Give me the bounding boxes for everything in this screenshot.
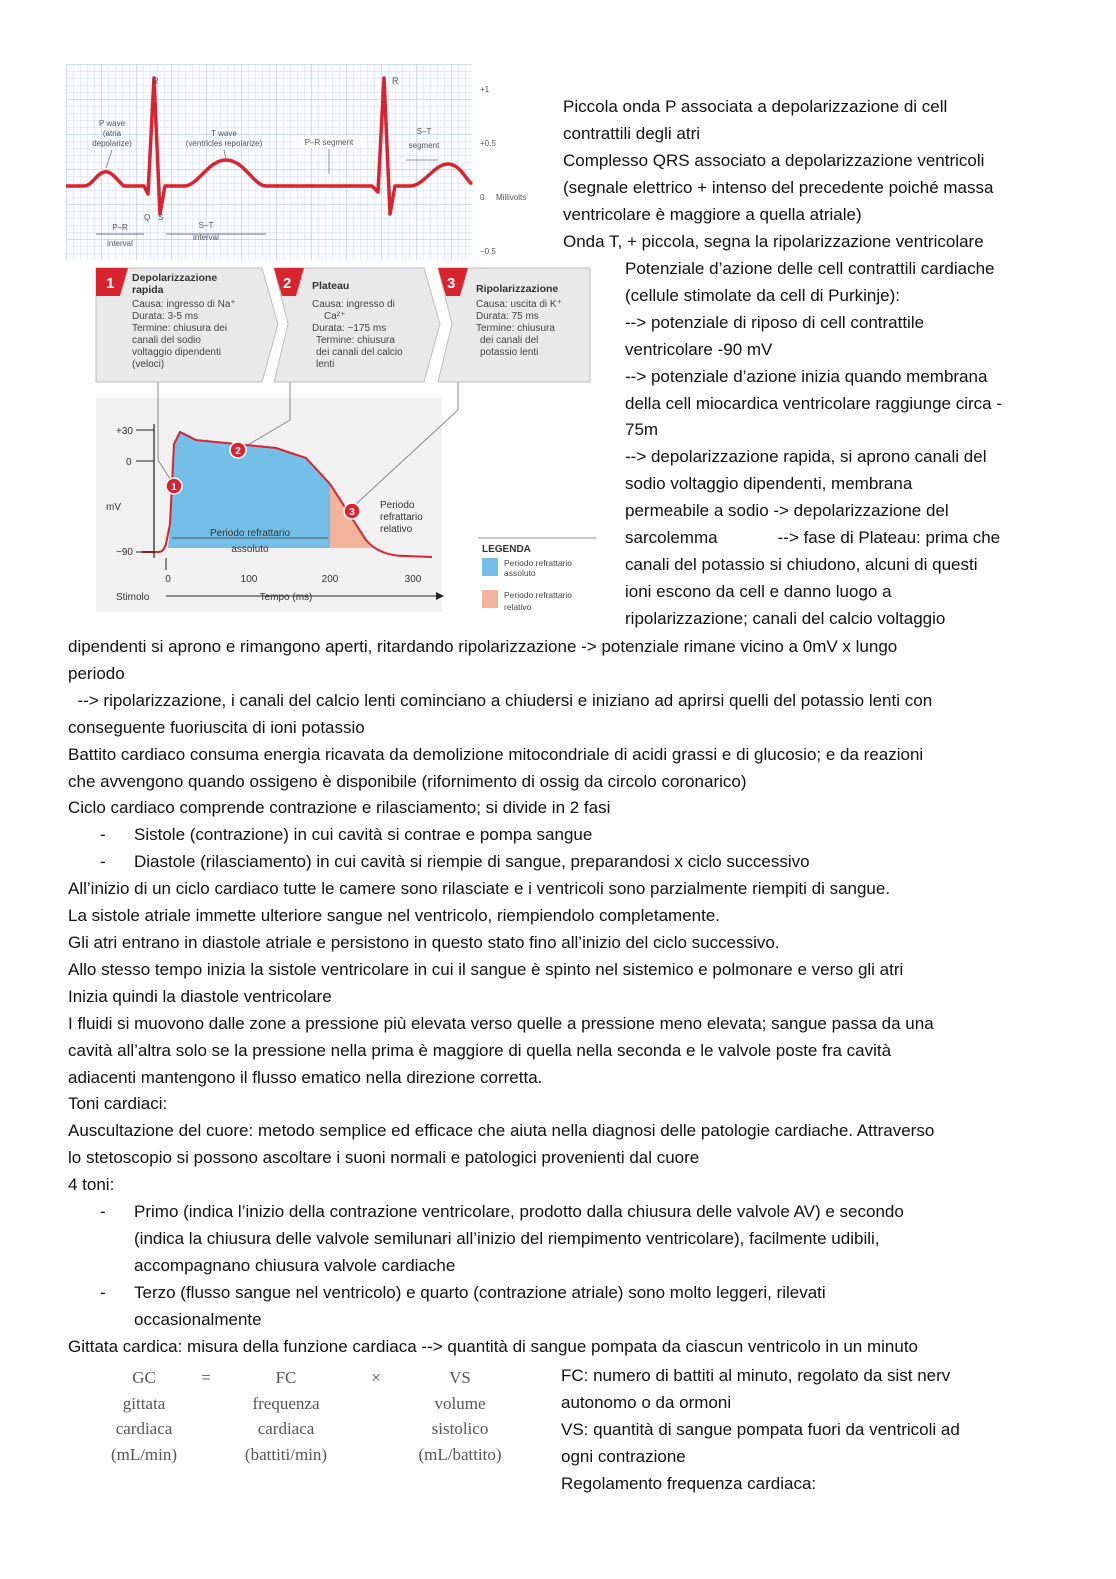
t-wave-line: (ventricles repolarize) (185, 139, 263, 148)
list-item-text: Primo (indica l’inizio della contrazione ventricolare, prodotto dalla chiusura delle valvole AV) e secondo (134, 1202, 904, 1222)
text-line: --> ripolarizzazione, i canali del calcio lenti cominciano a chiudersi e iniziano ad aprirsi quelli del potassio lenti con (68, 690, 933, 710)
list-item-text: accompagnano chiusura valvole cardiache (134, 1255, 456, 1275)
phase-title-line: Ripolarizzazione (476, 283, 559, 295)
ap-x-tick: 200 (321, 574, 339, 585)
ap-marker-label: 2 (235, 446, 241, 457)
t-wave-line: T wave (211, 129, 237, 138)
ecg-description (563, 94, 1063, 255)
text-line: La sistole atriale immette ulteriore sangue nel ventricolo, riempiendolo completamente. (68, 906, 721, 926)
text-line: Inizia quindi la diastole ventricolare (68, 986, 332, 1006)
formula-equals (196, 1365, 216, 1391)
ecg-scale (480, 85, 526, 256)
phase-detail-line: voltaggio dipendenti (132, 347, 221, 358)
text-line: VS: quantità di sangue pompata fuori da ventricoli ad (561, 1419, 960, 1439)
phase-box-1 (96, 268, 278, 382)
ap-x-tick: 100 (240, 574, 258, 585)
text-line: --> depolarizzazione rapida, si aprono canali del (625, 447, 987, 467)
phase-detail-line: Termine: chiusura (316, 335, 395, 346)
formula-term: gittata (122, 1393, 166, 1413)
text-line: FC: numero di battiti al minuto, regolato da sist nerv (561, 1366, 951, 1385)
list-item: - Diastole (rilasciamento) in cui cavità si riempie di sangue, preparandosi x ciclo successivo (100, 852, 810, 872)
text-line: della cell miocardica ventricolare raggiunge circa - (625, 393, 1003, 413)
phase-number: 3 (447, 275, 456, 292)
text-line: lo stetoscopio si possono ascoltare i suoni normali e patologici provenienti dal cuore (68, 1148, 700, 1168)
scale-tick: −0.5 (480, 247, 496, 256)
text-line: (segnale elettrico + intenso del precedente poiché massa (563, 177, 994, 197)
ap-stimolo-label: Stimolo (116, 592, 150, 603)
phase-detail-line: Durata: 75 ms (476, 311, 539, 322)
phase-detail-line: dei canali del calcio (316, 347, 403, 358)
text-line: Ciclo cardiaco comprende contrazione e rilasciamento; si divide in 2 fasi (68, 798, 611, 818)
text-line: contrattili degli atri (563, 123, 701, 143)
scale-tick: +1 (480, 85, 490, 94)
abs-period-line: assoluto (231, 544, 269, 555)
scale-tick: +0.5 (480, 139, 496, 148)
formula-operator: = (201, 1368, 211, 1387)
text-line: Complesso QRS associato a depolarizzazione ventricoli (563, 150, 985, 170)
plateau-phase-text: --> fase di Plateau: prima che (777, 528, 1001, 548)
text-line: Allo stesso tempo inizia la sistole ventricolare in cui il sangue è spinto nel sistemico e polmonare e verso gli atri (68, 959, 904, 979)
text-line: canali del potassio si chiudono, alcuni di questi (625, 554, 978, 574)
phase-detail-line: Durata: 3-5 ms (132, 311, 199, 322)
ap-marker-3 (344, 503, 360, 519)
formula-term: (mL/battito) (418, 1444, 502, 1464)
list-item: - Primo (indica l’inizio della contrazione ventricolare, prodotto dalla chiusura delle valvole AV) e secondo (indica la chiusura delle valvole semilunari all’inizio del riempimento ventricolare), facilmente udibili, accompagnano chiusura valvole cardiache (68, 1199, 1058, 1280)
phase-number: 1 (106, 275, 115, 292)
formula-vs (408, 1365, 512, 1467)
text-line: ripolarizzazione; canali del calcio voltaggio (625, 608, 946, 628)
p-wave-line: (atria (102, 129, 122, 138)
formula-term: (mL/min) (110, 1444, 178, 1464)
rel-period-line: relativo (380, 524, 413, 535)
text-line: --> potenziale di riposo di cell contrattile (625, 312, 925, 332)
list-item-text: Sistole (contrazione) in cui cavità si contrae e pompa sangue (134, 825, 593, 845)
p-wave-line: depolarize) (92, 139, 132, 148)
st-interval-line: S–T (198, 221, 214, 230)
legend-title: LEGENDA (482, 544, 531, 555)
formula-fc (234, 1365, 338, 1467)
phase-detail-line: (veloci) (132, 359, 165, 370)
formula-term: frequenza (252, 1393, 320, 1413)
text-line: autonomo o da ormoni (561, 1392, 732, 1412)
legend-rel-line: relativo (504, 602, 532, 612)
ap-legend (478, 538, 596, 612)
formula-term: cardiaca (115, 1419, 173, 1438)
phase-detail-line: Termine: chiusura (476, 323, 555, 334)
rel-period-line: refrattario (380, 512, 423, 523)
text-line: che avvengono quando ossigeno è disponibile (rifornimento di ossig da circolo coronarico) (68, 771, 747, 791)
phase-box-2 (274, 268, 440, 382)
rel-period-line: Periodo (380, 500, 415, 511)
list-item-text: Diastole (rilasciamento) in cui cavità si riempie di sangue, preparandosi x ciclo successivo (134, 852, 810, 872)
text-line: ioni escono da cell e danno luogo a (625, 581, 892, 601)
st-segment-line: S–T (416, 127, 432, 136)
phase-number: 2 (283, 275, 292, 292)
text-line: periodo (68, 663, 125, 683)
cardiac-output-formula (96, 1365, 526, 1475)
text-line: dipendenti si aprono e rimangono aperti, ritardando ripolarizzazione -> potenziale rimane vicino a 0mV x lungo (68, 637, 898, 656)
phase-title-line: Plateau (312, 280, 350, 292)
formula-term: cardiaca (257, 1419, 315, 1438)
phase-box-3 (438, 268, 590, 382)
st-segment-line: segment (408, 141, 440, 150)
text-line: (cellule stimolate da cell di Purkinje): (625, 285, 900, 305)
text-line: 75m (625, 420, 659, 440)
text-line: Onda T, + piccola, segna la ripolarizzazione ventricolare (563, 231, 984, 251)
body-text (68, 634, 1058, 1360)
text-line: Battito cardiaco consuma energia ricavata da demolizione mitocondriale di acidi grassi e di glucosio; e da reazioni (68, 744, 924, 764)
scale-unit: Millivolts (496, 193, 527, 202)
list-item: - Terzo (flusso sangue nel ventricolo) e quarto (contrazione atriale) sono molto leggeri, rilevati occasionalmente (68, 1280, 1058, 1334)
ap-x-tick: 300 (404, 574, 422, 585)
ecg-r-label-2: R (392, 76, 399, 86)
ap-y-label: mV (106, 502, 121, 513)
formula-times (366, 1365, 386, 1391)
text-line: conseguente fuoriuscita di ioni potassio (68, 717, 365, 737)
formula-term: (battiti/min) (244, 1444, 328, 1464)
list-item-text: occasionalmente (134, 1309, 262, 1329)
phase-detail-line: canali del sodio (132, 335, 201, 346)
ecg-r-label-1: R (152, 76, 159, 86)
action-potential-description (625, 256, 1045, 633)
phase-detail-line: lenti (316, 359, 335, 370)
ecg-q-label: Q (144, 213, 151, 222)
list-item-text: Terzo (flusso sangue nel ventricolo) e quarto (contrazione atriale) sono molto leggeri, rilevati (134, 1282, 826, 1302)
formula-gc (96, 1365, 192, 1467)
text-line: Regolamento frequenza cardiaca: (561, 1473, 817, 1493)
text-line: permeabile a sodio -> depolarizzazione del (625, 501, 949, 521)
text-line: adiacenti mantengono il flusso ematico nella direzione corretta. (68, 1067, 543, 1087)
text-line: sodio voltaggio dipendenti, membrana (625, 474, 913, 494)
text-line: I fluidi si muovono dalle zone a pressione più elevata verso quelle a pressione meno elevata; sangue passa da una (68, 1013, 934, 1033)
ap-marker-1 (166, 478, 182, 494)
phase-detail-line: potassio lenti (480, 347, 539, 358)
ap-marker-label: 3 (349, 507, 355, 518)
sarcolemma-word: sarcolemma (625, 528, 718, 548)
ap-marker-2 (230, 442, 246, 458)
phase-detail-line: Termine: chiusura dei (132, 323, 228, 334)
text-line: All’inizio di un ciclo cardiaco tutte le camere sono rilasciate e i ventricoli sono parzialmente riempiti di sangue. (68, 879, 891, 899)
phase-detail-line: Causa: ingresso di Na⁺ (132, 299, 236, 310)
ecg-pr-segment-label: P–R segment (304, 138, 354, 147)
phase-detail-line: Causa: uscita di K⁺ (476, 299, 562, 310)
text-line: ventricolare è maggiore a quella atriale) (563, 204, 862, 224)
formula-term: sistolico (431, 1419, 489, 1438)
phase-detail-line: Causa: ingresso di (312, 299, 395, 310)
text-line: ogni contrazione (561, 1446, 686, 1466)
scale-tick: 0 (480, 193, 485, 202)
text-line: Piccola onda P associata a depolarizzazione di cell (563, 97, 948, 116)
legend-abs-line: Periodo refrattario (504, 558, 573, 568)
text-line (625, 525, 1045, 552)
formula-term: VS (449, 1368, 471, 1387)
abs-period-line: Periodo refrattario (209, 528, 291, 539)
phase-detail-line: Ca²⁺ (324, 311, 346, 322)
text-line: Potenziale d’azione delle cell contrattili cardiache (625, 259, 995, 278)
text-line: Gittata cardica: misura della funzione cardiaca --> quantità di sangue pompata da ciascun ventricolo in un minuto (68, 1336, 919, 1356)
formula-operator: × (371, 1368, 381, 1387)
pr-interval-line: P–R (112, 223, 128, 232)
text-line: Auscultazione del cuore: metodo semplice ed efficace che aiuta nella diagnosi delle patologie cardiache. Attraverso (68, 1121, 935, 1141)
formula-term: GC (132, 1368, 156, 1387)
ap-y-tick: −90 (116, 547, 133, 558)
text-line: 4 toni: (68, 1175, 115, 1195)
figure-svg (66, 64, 606, 620)
pr-interval-line: interval (107, 239, 133, 248)
text-line: Toni cardiaci: (68, 1094, 168, 1114)
formula-description (561, 1363, 1021, 1498)
ecg-s-label: S (158, 213, 164, 222)
text-line: --> potenziale d’azione inizia quando membrana (625, 366, 988, 386)
legend-rel-line: Periodo refrattario (504, 590, 573, 600)
ap-y-tick: 0 (126, 457, 132, 468)
text-line: cavità all’altra solo se la pressione nella prima è maggiore di quella nella seconda e le valvole poste fra cavità (68, 1040, 892, 1060)
phase-detail-line: dei canali del (480, 335, 539, 346)
p-wave-line: P wave (98, 119, 126, 128)
phase-title-line: rapida (132, 284, 164, 296)
st-interval-line: interval (193, 233, 219, 242)
ap-x-tick: 0 (165, 574, 171, 585)
cardiac-figure (66, 64, 606, 620)
legend-abs-line: assoluto (504, 568, 536, 578)
formula-term: FC (275, 1368, 297, 1387)
ap-x-label: Tempo (ms) (259, 592, 313, 603)
text-line: Gli atri entrano in diastole atriale e persistono in questo stato fino all’inizio del ciclo successivo. (68, 932, 780, 952)
formula-term: volume (434, 1393, 486, 1413)
list-item-text: (indica la chiusura delle valvole semilunari all’inizio del riempimento ventricolare), facilmente udibili, (134, 1228, 880, 1248)
list-item: - Sistole (contrazione) in cui cavità si contrae e pompa sangue (100, 825, 593, 845)
ap-y-tick: +30 (116, 426, 133, 437)
ap-marker-label: 1 (171, 482, 177, 493)
phase-detail-line: Durata: ~175 ms (312, 323, 387, 334)
phase-title-line: Depolarizzazione (132, 272, 218, 284)
text-line: ventricolare -90 mV (625, 339, 773, 359)
